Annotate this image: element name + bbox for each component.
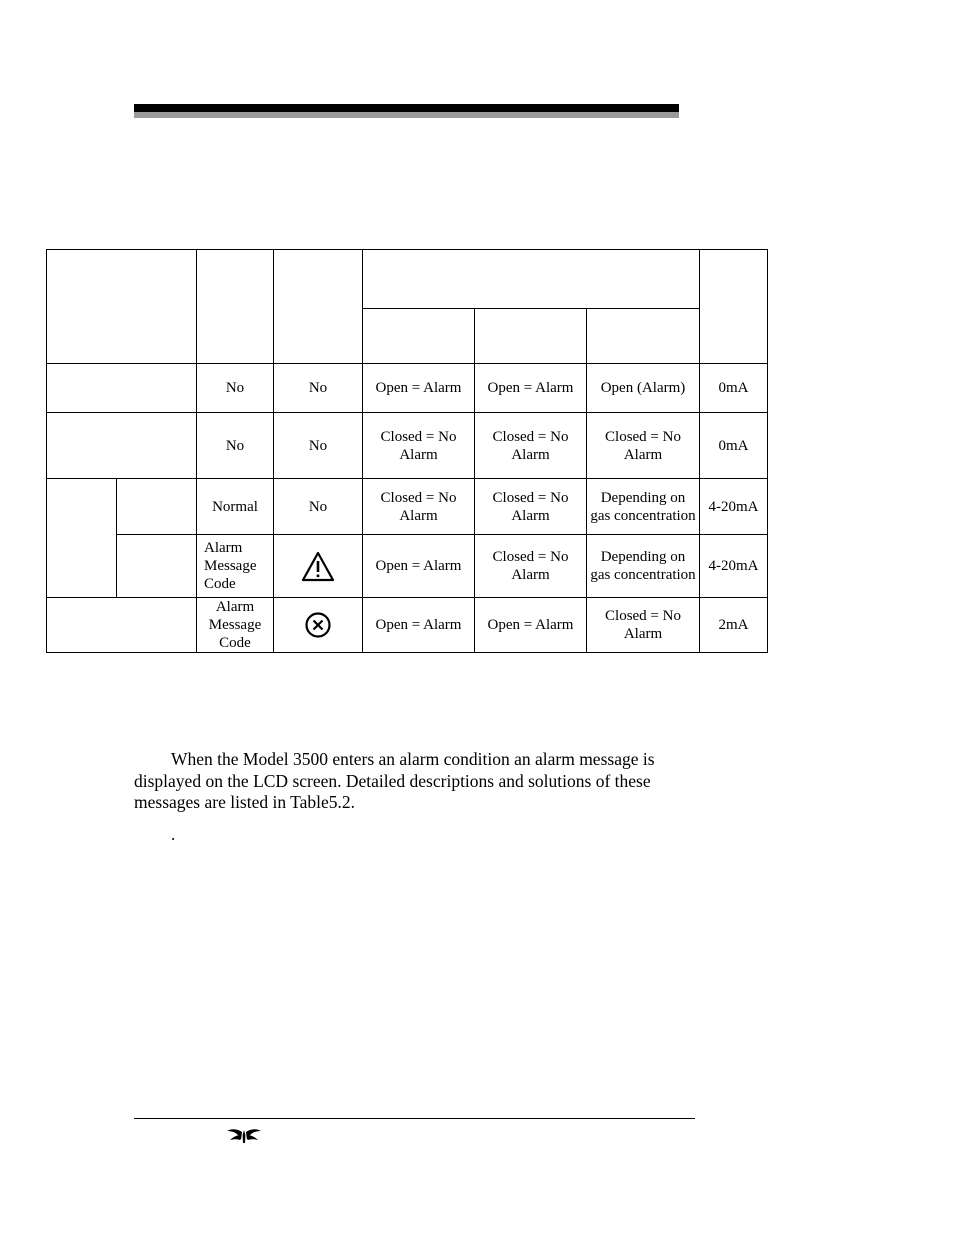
table-cell: Closed = No Alarm bbox=[363, 413, 475, 479]
table-cell: No bbox=[274, 479, 363, 535]
header-cell-display bbox=[197, 250, 274, 364]
icon-cell bbox=[274, 598, 363, 653]
body-paragraph: When the Model 3500 enters an alarm condition an alarm message is displayed on the LCD screen. Detailed descriptions and solutions of these messages are listed in Table5.2. bbox=[134, 749, 655, 812]
subheader-cell-relay-1 bbox=[363, 309, 475, 364]
table-row bbox=[47, 598, 768, 653]
table-cell: Open = Alarm bbox=[475, 364, 587, 413]
table-cell: No bbox=[197, 364, 274, 413]
table-cell: 2mA bbox=[700, 598, 768, 653]
table-cell: Open = Alarm bbox=[363, 535, 475, 598]
table-cell: Closed = No Alarm bbox=[363, 479, 475, 535]
circle-x-icon bbox=[304, 611, 332, 639]
table-row bbox=[47, 479, 768, 535]
footer-rule bbox=[134, 1118, 695, 1119]
row-sublabel-cell bbox=[117, 479, 197, 535]
table-cell: Open = Alarm bbox=[475, 598, 587, 653]
header-cell-condition bbox=[47, 250, 197, 364]
table-cell: Alarm Message Code bbox=[197, 598, 274, 653]
table-cell: Normal bbox=[197, 479, 274, 535]
row-group-label-cell bbox=[47, 479, 117, 598]
table-row bbox=[47, 535, 768, 598]
table-cell: Open (Alarm) bbox=[587, 364, 700, 413]
header-rule-black bbox=[134, 104, 679, 112]
table-cell: 0mA bbox=[700, 364, 768, 413]
table-cell: Closed = No Alarm bbox=[587, 598, 700, 653]
table-header-row bbox=[47, 250, 768, 309]
row-label-cell bbox=[47, 413, 197, 479]
table-cell: Closed = No Alarm bbox=[475, 479, 587, 535]
alarm-status-table-container bbox=[46, 249, 768, 653]
subheader-cell-relay-2 bbox=[475, 309, 587, 364]
table-cell: Open = Alarm bbox=[363, 364, 475, 413]
teledyne-logo-icon bbox=[226, 1126, 262, 1144]
table-cell: 4-20mA bbox=[700, 535, 768, 598]
header-rule-gray bbox=[134, 112, 679, 118]
table-cell: 4-20mA bbox=[700, 479, 768, 535]
icon-cell bbox=[274, 535, 363, 598]
table-row bbox=[47, 413, 768, 479]
stray-period: . bbox=[171, 825, 176, 844]
row-label-cell bbox=[47, 598, 197, 653]
table-cell: Closed = No Alarm bbox=[587, 413, 700, 479]
table-cell: Closed = No Alarm bbox=[475, 535, 587, 598]
table-cell: Depending on gas concentration bbox=[587, 535, 700, 598]
table-cell: Open = Alarm bbox=[363, 598, 475, 653]
warning-triangle-icon bbox=[301, 551, 335, 582]
table-cell: 0mA bbox=[700, 413, 768, 479]
table-cell: No bbox=[274, 413, 363, 479]
header-cell-relays bbox=[363, 250, 700, 309]
header-cell-icon bbox=[274, 250, 363, 364]
table-row bbox=[47, 364, 768, 413]
row-label-cell bbox=[47, 364, 197, 413]
table-cell: Closed = No Alarm bbox=[475, 413, 587, 479]
table-cell: No bbox=[274, 364, 363, 413]
row-sublabel-cell bbox=[117, 535, 197, 598]
table-cell: No bbox=[197, 413, 274, 479]
table-cell: Depending on gas concentration bbox=[587, 479, 700, 535]
header-cell-output bbox=[700, 250, 768, 364]
table-cell: Alarm Message Code bbox=[197, 535, 274, 598]
subheader-cell-relay-3 bbox=[587, 309, 700, 364]
alarm-status-table bbox=[46, 249, 768, 653]
